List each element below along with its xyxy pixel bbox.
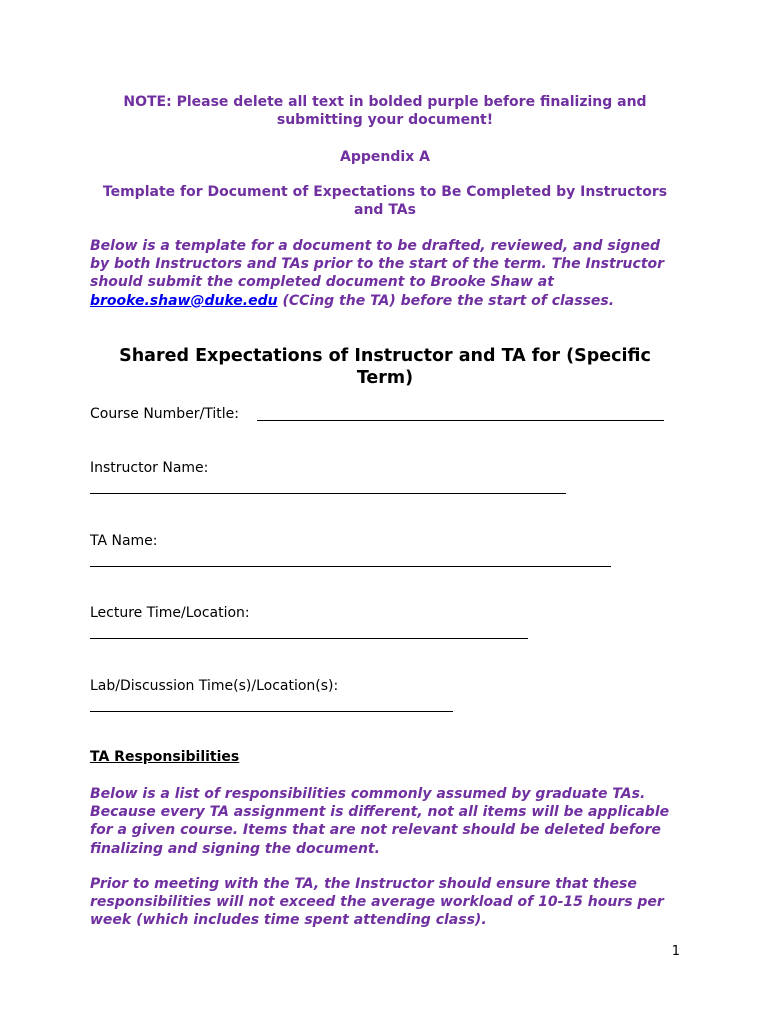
course-label: Course Number/Title: — [90, 406, 240, 422]
lab-label: Lab/Discussion Time(s)/Location(s): — [90, 678, 339, 694]
intro-paragraph — [90, 237, 680, 310]
instructor-blank-line[interactable] — [90, 493, 566, 494]
appendix-label: Appendix A — [340, 149, 430, 165]
lecture-blank-line[interactable] — [90, 638, 528, 639]
responsibilities-paragraph: Below is a list of responsibilities commonly assumed by graduate TAs. Because every TA assignment is different, not all items will be applicable for a given course. Items that are not relevant should be deleted before finalizing and signing the document. — [90, 786, 670, 857]
section-title: TA Responsibilities — [90, 749, 240, 765]
template-title: Template for Document of Expectations to Be Completed by Instructors and TAs — [102, 184, 668, 218]
ta-label: TA Name: — [90, 533, 158, 549]
intro-text-after: (CCing the TA) before the start of classes. — [277, 292, 615, 309]
course-blank-line[interactable] — [257, 420, 664, 421]
ta-blank-line[interactable] — [90, 566, 611, 567]
page-title: Shared Expectations of Instructor and TA for (Specific Term) — [119, 346, 651, 388]
intro-text-before: Below is a template for a document to be drafted, reviewed, and signed by both Instructors and TAs prior to the start of the term. The Instructor should submit the completed document to Brooke Shaw at — [90, 238, 665, 291]
lab-blank-line[interactable] — [90, 711, 453, 712]
page-number: 1 — [671, 944, 680, 959]
email-link[interactable]: brooke.shaw@duke.edu — [90, 292, 278, 309]
note-text: NOTE: Please delete all text in bolded purple before finalizing and submitting your document! — [123, 94, 647, 128]
instructor-label: Instructor Name: — [90, 460, 209, 476]
lecture-label: Lecture Time/Location: — [90, 605, 250, 621]
workload-paragraph: Prior to meeting with the TA, the Instructor should ensure that these responsibilities will not exceed the average workload of 10-15 hours per week (which includes time spent attending class). — [90, 876, 664, 929]
